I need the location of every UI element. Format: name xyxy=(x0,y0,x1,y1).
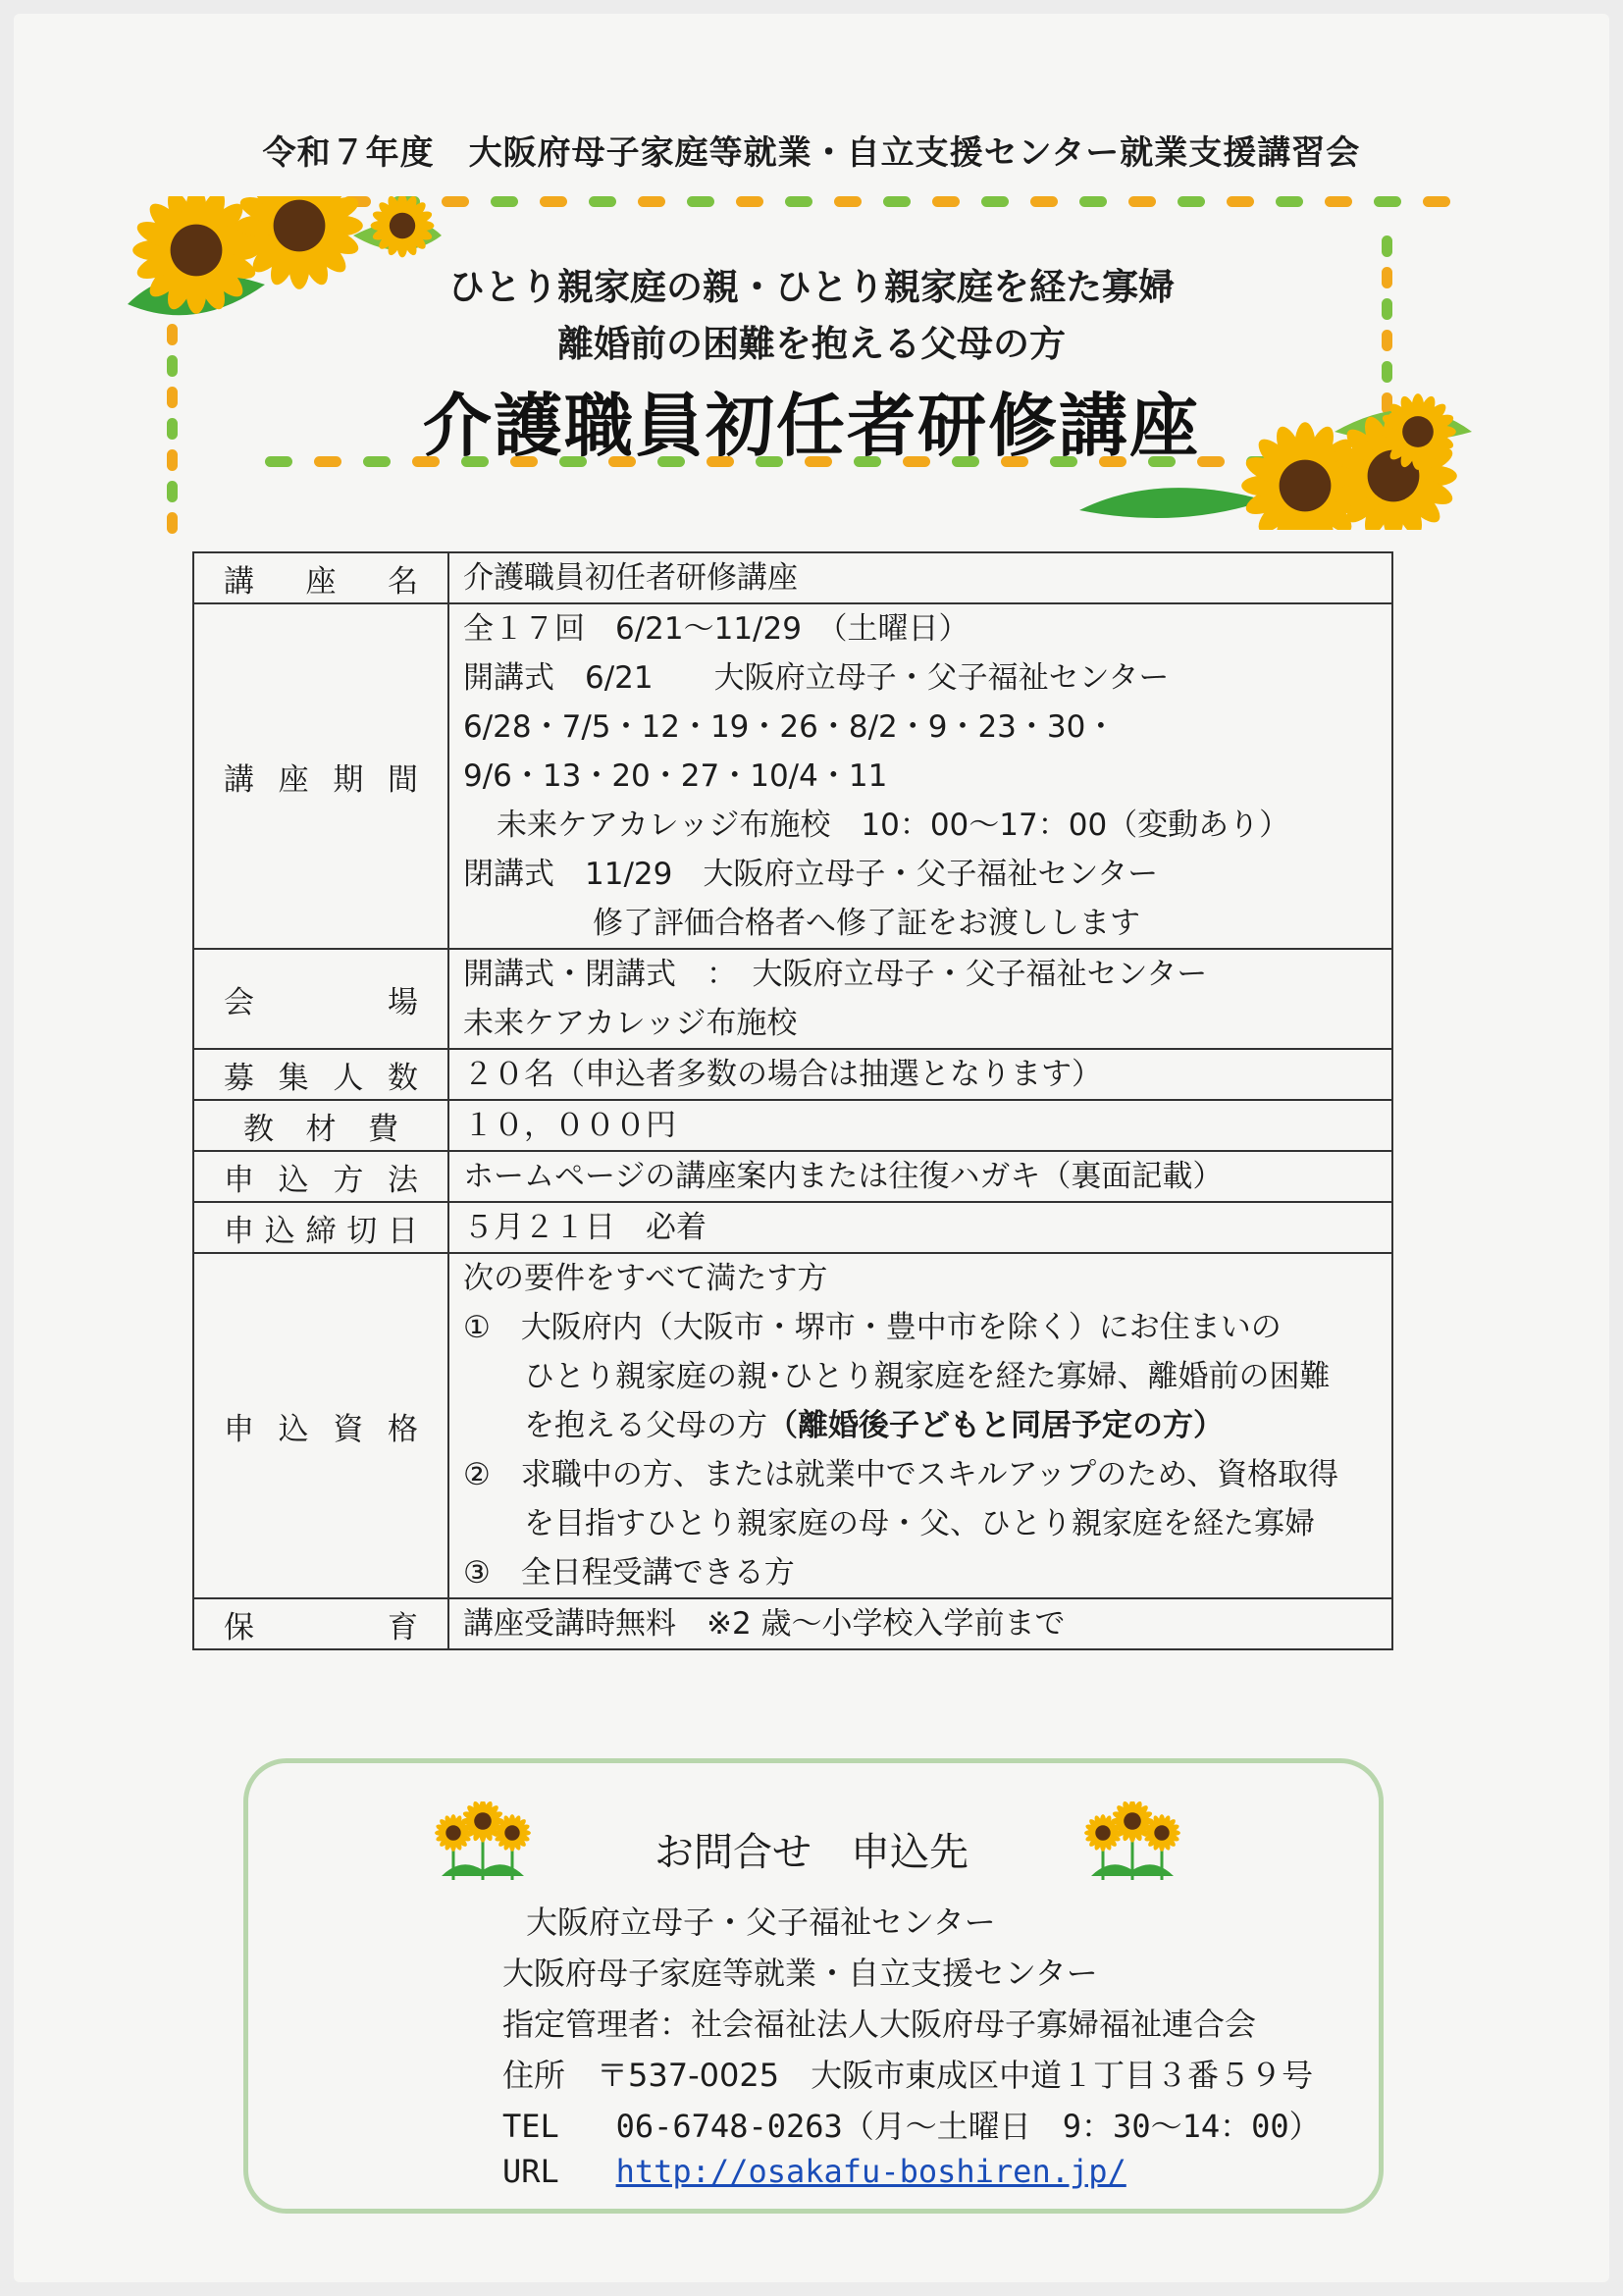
contact-org-1: 大阪府立母子・父子福祉センター xyxy=(526,1904,996,1941)
table-row-deadline xyxy=(193,1202,1392,1253)
table-row-course-name xyxy=(193,552,1392,603)
value-venue: 開講式・閉講式 ： 大阪府立母子・父子福祉センター 未来ケアカレッジ布施校 xyxy=(448,949,1392,1049)
value-materials: １０，０００円 xyxy=(448,1100,1392,1151)
period-line: 閉講式 11/29 大阪府立母子・父子福祉センター xyxy=(463,857,1159,892)
label-period: 講座期間 xyxy=(193,603,448,949)
table-row-venue xyxy=(193,949,1392,1049)
course-info-table xyxy=(192,551,1393,1650)
value-period xyxy=(448,603,1392,949)
frame-dot xyxy=(736,196,763,207)
table-row-materials xyxy=(193,1100,1392,1151)
contact-address: 住所 〒537-0025 大阪市東成区中道１丁目３番５９号 xyxy=(502,2057,1314,2094)
contact-url xyxy=(502,2153,1126,2190)
label-course-name: 講座名 xyxy=(193,552,448,603)
tel-label: TEL xyxy=(502,2108,559,2145)
table-row-eligibility xyxy=(193,1253,1392,1598)
contact-manager: 指定管理者：社会福祉法人大阪府母子寡婦福祉連合会 xyxy=(502,2006,1257,2043)
header-title: 令和７年度 大阪府母子家庭等就業・自立支援センター就業支援講習会 xyxy=(262,133,1361,173)
table-row-childcare xyxy=(193,1598,1392,1649)
period-line: 修了評価合格者へ修了証をお渡しします xyxy=(593,906,1140,941)
url-label: URL xyxy=(502,2153,559,2190)
frame-dot xyxy=(167,512,178,534)
value-eligibility: 次の要件をすべて満たす方 ① 大阪府内（大阪市・堺市・豊中市を除く）にお住まいの ひとり親家庭の親･ひとり親家庭を経た寡婦、離婚前の困難 を抱える父母の方（離婚後子どもと同居予定の方） ② 求職中の方、または就業中でスキルアップのため、資格取得 を目指すひとり親家庭の母・父、ひとり親家庭を経た寡婦 ③ 全日程受講できる方 xyxy=(448,1253,1392,1598)
table-row-period xyxy=(193,603,1392,949)
frame-dot xyxy=(491,196,518,207)
contact-org-2: 大阪府母子家庭等就業・自立支援センター xyxy=(502,1955,1098,1992)
frame-dot xyxy=(1079,196,1107,207)
label-method: 申込方法 xyxy=(193,1151,448,1202)
label-materials: 教材費 xyxy=(193,1100,448,1151)
target-audience-line-1: ひとり親家庭の親・ひとり親家庭を経た寡婦 xyxy=(448,266,1175,308)
value-capacity: ２０名（申込者多数の場合は抽選となります） xyxy=(448,1049,1392,1100)
frame-dot xyxy=(932,196,960,207)
tel-value: 06-6748-0263（月～土曜日 9：30～14：00） xyxy=(615,2108,1321,2145)
frame-dot xyxy=(1128,196,1156,207)
frame-dot xyxy=(981,196,1009,207)
value-method: ホームページの講座案内または往復ハガキ（裏面記載） xyxy=(448,1151,1392,1202)
contact-title: お問合せ 申込先 xyxy=(654,1830,969,1875)
label-deadline: 申込締切日 xyxy=(193,1202,448,1253)
label-eligibility: 申込資格 xyxy=(193,1253,448,1598)
contact-tel xyxy=(502,2102,1321,2147)
target-audience-line-2: 離婚前の困難を抱える父母の方 xyxy=(557,323,1066,365)
frame-dot xyxy=(687,196,714,207)
frame-dot xyxy=(167,481,178,502)
label-venue: 会場 xyxy=(193,949,448,1049)
frame-dot xyxy=(1030,196,1058,207)
period-line: 開講式 6/21 大阪府立母子・父子福祉センター xyxy=(463,660,1170,696)
frame-dot xyxy=(785,196,812,207)
table-row-capacity xyxy=(193,1049,1392,1100)
label-childcare: 保育 xyxy=(193,1598,448,1649)
label-capacity: 募集人数 xyxy=(193,1049,448,1100)
frame-dot xyxy=(589,196,616,207)
frame-dot xyxy=(1423,196,1450,207)
frame-dot xyxy=(442,196,469,207)
frame-dot xyxy=(1325,196,1352,207)
value-course-name: 介護職員初任者研修講座 xyxy=(448,552,1392,603)
period-line: 9/6・13・20・27・10/4・11 xyxy=(463,758,888,794)
value-deadline: ５月２１日 必着 xyxy=(448,1202,1392,1253)
period-line: 全１７回 6/21～11/29 （土曜日） xyxy=(463,611,969,647)
period-line: 6/28・7/5・12・19・26・8/2・9・23・30・ xyxy=(463,709,1117,745)
frame-dot xyxy=(834,196,862,207)
period-line: 未来ケアカレッジ布施校 10：00～17：00（変動あり） xyxy=(497,808,1290,843)
frame-dot xyxy=(1178,196,1205,207)
course-main-title: 介護職員初任者研修講座 xyxy=(423,386,1200,466)
frame-dot xyxy=(540,196,567,207)
frame-dot xyxy=(883,196,911,207)
frame-dot xyxy=(1276,196,1303,207)
website-link[interactable]: http://osakafu-boshiren.jp/ xyxy=(615,2153,1126,2190)
value-childcare: 講座受講時無料 ※2 歳～小学校入学前まで xyxy=(448,1598,1392,1649)
table-row-method xyxy=(193,1151,1392,1202)
frame-dot xyxy=(1382,235,1392,257)
frame-dot xyxy=(1374,196,1401,207)
frame-dot xyxy=(638,196,665,207)
frame-dot xyxy=(1227,196,1254,207)
